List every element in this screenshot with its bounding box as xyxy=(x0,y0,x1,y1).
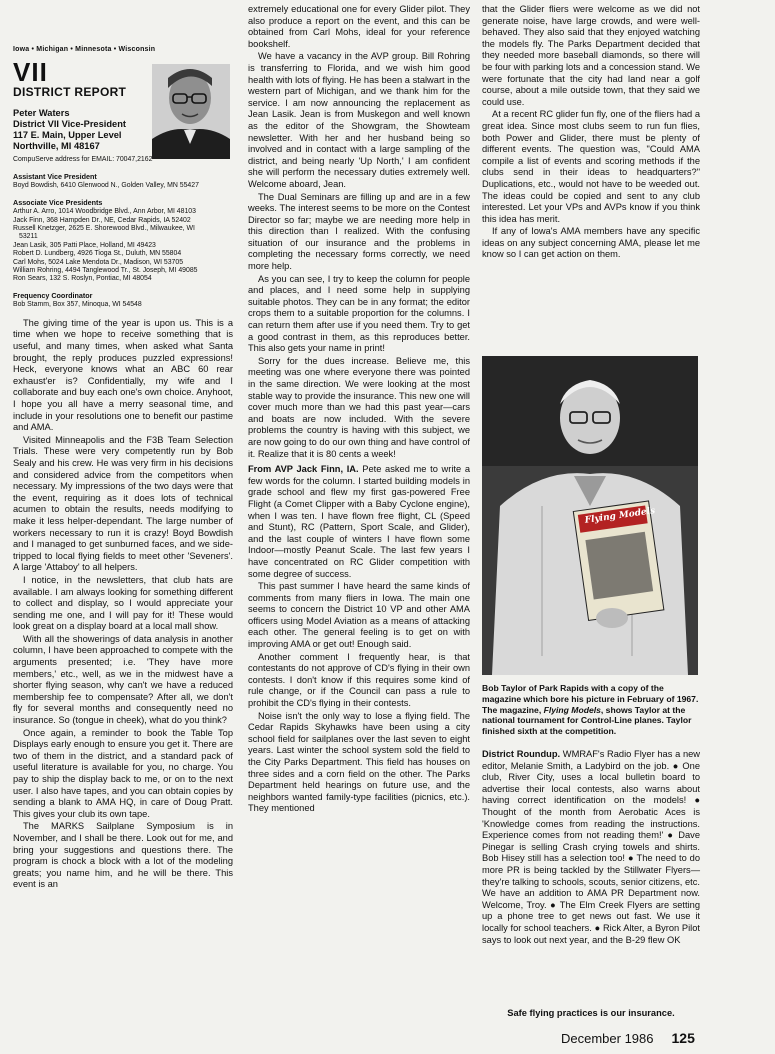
body-paragraph: We have a vacancy in the AVP group. Bill Rohring is transferring to Florida, and we wish him good health with lots of flying. He has been a stalwart in the western part of Michigan, and we thank him for the service. I am now announcing the replacement as Jean Lasik. Jean is from Muskegon and well known as the editor of the Showgram, the Showteam newsletter. With her and her husband being so involved and in contact with a large sampling of the district, and being nearly 'Up North,' I am confident she will perform the necessary duties extremely well. Welcome aboard, Jean. xyxy=(248,51,470,189)
column-3 xyxy=(482,4,700,262)
bob-taylor-photo xyxy=(482,356,698,675)
assistant-vp-line: Boyd Bowdish, 6410 Glenwood N., Golden Valley, MN 55427 xyxy=(13,182,199,190)
body-paragraph: The MARKS Sailplane Symposium is in November, and I shall be there. Look out for me, and bring your suggestions and questions there. The program is chock a block with a lot of the modeling greats; you name him, and he will be there. This event is an xyxy=(13,821,233,890)
associate-vp-line: Arthur A. Arro, 1014 Woodbridge Blvd., Ann Arbor, MI 48103 xyxy=(13,208,196,216)
associate-vp-line: Carl Mohs, 5024 Lake Mendota Dr., Madison, WI 53705 xyxy=(13,258,184,266)
body-paragraph: extremely educational one for every Glider pilot. They also produce a report on the event, and this can be obtained from Carl Mohs, ideal for your reference bookshelf. xyxy=(248,4,470,49)
frequency-coordinator-label: Frequency Coordinator xyxy=(13,290,93,300)
body-paragraph: I notice, in the newsletters, that club hats are available. I am always looking for something different to collect and display, so I would appreciate your sending me one, and I will pay for it! These would look great on a display board at a local mall show. xyxy=(13,574,233,632)
body-paragraph: Sorry for the dues increase. Believe me, this meeting was one where everyone there was pointed in the same direction. We were looking at the most stable way to provide the insurance. This new one will cover much more than we had this past year—cars and boats are now included. With the severe problems the country is having with this subject, we are now going to do our own thing and have control of it. Realize that it is 80 cents a week! xyxy=(248,355,470,459)
column-2 xyxy=(248,4,470,816)
body-paragraph: The Dual Seminars are filling up and are in a few weeks. The interest seems to be more on the Contest Director so far; maybe we are needing more help in this direction than I realized. With the confusing situation of our insurance and the problems in completing the necessary forms correctly, we need more help. xyxy=(248,191,470,272)
finn-paragraph xyxy=(248,464,470,580)
associate-vp-line: Jack Finn, 368 Hampden Dr., NE, Cedar Rapids, IA 52402 xyxy=(13,216,191,224)
associate-vp-line: Robert D. Lundberg, 4926 Tioga St., Duluth, MN 55804 xyxy=(13,250,182,258)
finn-lead: From AVP Jack Finn, IA. xyxy=(248,464,359,475)
page-footer xyxy=(561,1030,695,1046)
body-paragraph: Visited Minneapolis and the F3B Team Selection Trials. These were very competently run by Bob Sealy and his crew. He was very firm in his decisions and considered advice from the competitors when necessary. My impressions of the two days were that the event, requiring as it does lots of technical acumen to obtain the results, needs modifying to make it less helper-dependant. The large number of workers necessary to run it is crazy! Boyd Bowdish and I managed to get sunburned faces, and we side-tripped to local flying fields to meet other 'Seveners'. A large 'Attaboy' to all helpers. xyxy=(13,434,233,573)
states-line: Iowa • Michigan • Minnesota • Wisconsin xyxy=(13,46,156,53)
body-paragraph: Noise isn't the only way to lose a flying field. The Cedar Rapids Skyhawks have been using a city school field for sailplanes over the last seven to eight years. Last winter the school system sold the field to the City Parks Department. This field has houses on three sides and a corn field on the other. The Parks Department held hearings on future use, and the neighbors wanted family-type facilities (picnics, etc.). They mentioned xyxy=(248,710,470,814)
body-paragraph: Once again, a reminder to book the Table Top Displays early enough to ensure you get it. There are two of them in the district, and a standard pack of useful literature is available for you, no charge. You pay to ship the display back to me, or on to the next user. I also have tapes, and you can obtain copies by sending a blank to AMA HQ, in care of Doug Pratt. This gives your club its own tape. xyxy=(13,727,233,819)
compuserve-address: CompuServe address for EMAIL: 70047,2162 xyxy=(13,156,153,164)
roundup-lead: District Roundup. xyxy=(482,749,561,759)
district-roundup xyxy=(482,749,700,946)
column-1 xyxy=(13,44,233,892)
associate-vp-line: Ron Sears, 132 S. Roslyn, Pontiac, MI 48054 xyxy=(13,275,152,283)
associate-vps-list xyxy=(13,208,233,284)
vp-address-line-1: 117 E. Main, Upper Level xyxy=(13,130,122,141)
magazine-cover-title: Flying Models xyxy=(584,506,656,526)
body-paragraph: As you can see, I try to keep the column for people and places, and I need some help in supplying suitable photos. They can be in any format; the editor crops them to a suitable proportion for the columns. I can return them after use if you need them. Try to get a good contrast in them, as this reproduces better. This also gets your name in print! xyxy=(248,273,470,354)
body-paragraph: At a recent RC glider fun fly, one of the fliers had a great idea. Since most clubs seem to run fun flies, both Power and Glider, there must be plenty of different events. The question was, "Could AMA compile a list of events and scoring methods if the clubs send in their ideas to headquarters?" Duplications, etc., would not have to be weeded out. The ideas could be copied and sent to any club interested. Let your VPs and AVPs know if you think this idea has merit. xyxy=(482,109,700,224)
body-paragraph: With all the showerings of data analysis in another column, I have been approached to compete with the arguments presented; i.e. 'They have more members,' etc., well, as we in the midwest have a shorter flying season, why can't we have a reduced membership fee to compensate? After all, we don't fly for several months and consequently need no insurance. So (tongue in cheek), what do you think? xyxy=(13,633,233,726)
assistant-vp-label: Assistant Vice President xyxy=(13,171,97,181)
caption-magazine-name: Flying Models xyxy=(543,704,601,715)
associate-vps-label: Associate Vice Presidents xyxy=(13,197,103,207)
body-paragraph: If any of Iowa's AMA members have any specific ideas on any subject concerning AMA, please let me know so I can get action on them. xyxy=(482,226,700,260)
body-paragraph: that the Glider fliers were welcome as we did not generate noise, have large crowds, and were well-behaved. They also said that they enjoyed watching the models fly. The Parks Department decided that they needed more baseball diamonds, so there will be four with parking lots and a concession stand. We were fortunate that the city had land near a golf course, about a mile outside town, that they said we could use. xyxy=(482,4,700,107)
finn-text: Pete asked me to write a few words for the column. I started building models in grade school and flew my first gas-powered Free Flight (a Comet Clipper with a Baby Cyclone engine), when I was ten. I have flown free flight, CL (Speed and Stunt), RC (Pattern, Sport Scale, and Glider), and the last couple of winters I have flown some Indoor—mostly Peanut Scale. The last few years I have concentrated on RC Glider competition with some degree of success. xyxy=(248,464,470,579)
associate-vp-line: 53211 xyxy=(19,233,38,241)
vp-name: Peter Waters xyxy=(13,108,70,119)
safety-slogan: Safe flying practices is our insurance. xyxy=(507,1008,675,1018)
district-number: VII xyxy=(13,56,48,87)
body-paragraph: Another comment I frequently hear, is that contestants do not approve of CD's flying in their own contests. I don't know if this requires some kind of rule change, or if the Council can pass a rule to prohibit the CD's flying in their contests. xyxy=(248,651,470,709)
frequency-coordinator-line: Bob Stamm, Box 357, Minoqua, WI 54548 xyxy=(13,301,142,309)
body-paragraph: The giving time of the year is upon us. This is a time when we hope to receive something that is useful, and many times, when asked what Santa brought, the reply produces puzzled expressions! Heck, everyone knows what an ABC 60 rear exhaust'er is? Confidentially, my wife and I collaborate and buy each one's own choice. Anyhoot, I hope you all have a merry seasonal time, and include in your resolutions one to benefit our pastime and AMA. xyxy=(13,317,233,433)
associate-vp-line: Jean Lasik, 305 Patti Place, Holland, MI 49423 xyxy=(13,241,156,249)
vp-headshot-photo xyxy=(152,64,230,159)
photo-caption xyxy=(482,683,700,737)
caption-text-2: , shows Taylor at the national tournament for Control-Line planes. Taylor finished sixth at the competition. xyxy=(482,704,692,737)
roundup-text: WMRAF's Radio Flyer has a new editor, Melanie Smith, a Ladybird on the job. ● One club, River City, uses a local bulletin board to advertise their local contests, also warns about having correct identification on the models! ● Thought of the month from Aerobatic Aces is 'Knowledge comes from reading the instructions. Experience comes from not reading them!' ● Dave Pinegar is selling Crash crying towels and shirts. Bob Hisey still has a selection too! ● The need to do more PR is being tackled by the Stillwater Flyers—they're talking to schools, scouts, senior citizens, etc. We have an addition to AMA PR Department now. Welcome, Troy. ● The Elm Creek Flyers are setting up a phone tree to get news out fast. We use it locally for school teachers. ● Rick Alter, a Byron Pilot says to look out next year, and the B-29 flew OK xyxy=(482,749,701,945)
caption-text-1: Bob Taylor of Park Rapids with a copy of the magazine which bore his picture in February of 1967. The magazine, xyxy=(482,683,699,715)
issue-date: December 1986 xyxy=(561,1031,654,1046)
vp-title: District VII Vice-President xyxy=(13,119,126,130)
headshot-illustration xyxy=(152,64,230,159)
page-number: 125 xyxy=(671,1030,695,1046)
vp-address-line-2: Northville, MI 48167 xyxy=(13,141,100,152)
associate-vp-line: William Rohring, 4494 Tanglewood Tr., St. Joseph, MI 49085 xyxy=(13,267,198,275)
body-paragraph: This past summer I have heard the same kinds of comments from many fliers in Iowa. The main one seems to concern the District 10 VP and other AMA officers using Model Aviation as a means of attacking each other. The general feeling is to get on with improving AMA or get out! Enough said. xyxy=(248,581,470,650)
district-report-title: DISTRICT REPORT xyxy=(13,84,127,99)
associate-vp-line: Russell Knetzger, 2625 E. Shorewood Blvd., Milwaukee, WI xyxy=(13,225,195,232)
